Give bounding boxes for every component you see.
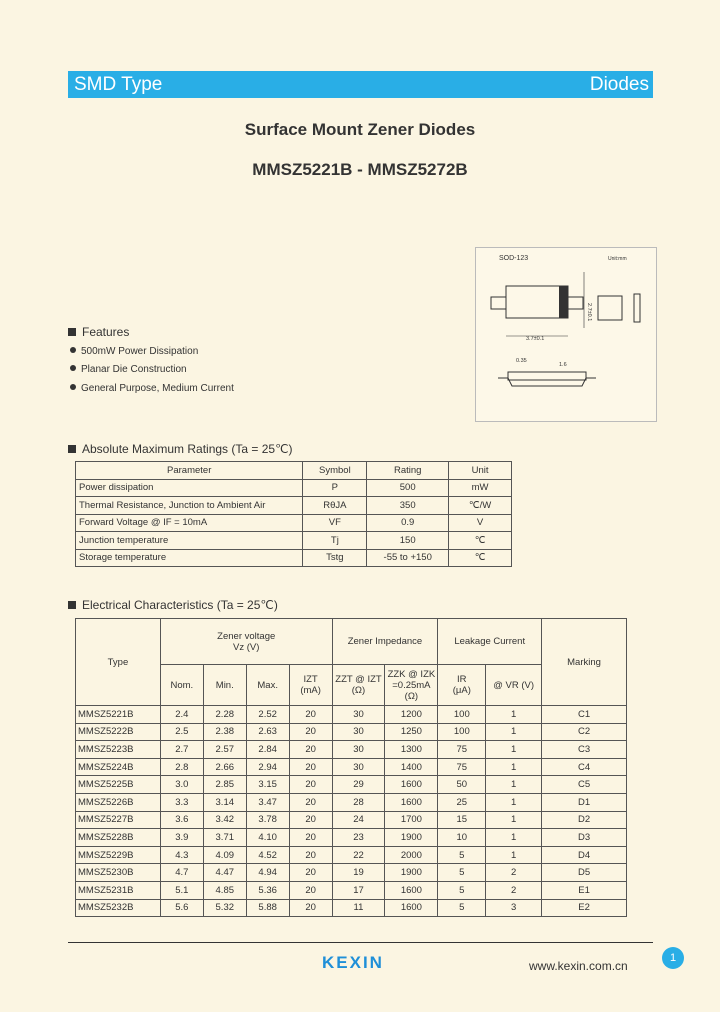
izt-cell: 20 <box>289 899 332 917</box>
feature-item: Planar Die Construction <box>70 364 187 375</box>
document-title: Surface Mount Zener Diodes <box>244 120 476 139</box>
table-row <box>76 793 627 811</box>
ir-cell: 25 <box>438 793 486 811</box>
nom-cell: 3.6 <box>160 811 203 829</box>
abs-max-ratings-table <box>75 461 512 567</box>
abs-max-heading: Absolute Maximum Ratings (Ta = 25℃) <box>68 442 293 456</box>
zzt-cell: 23 <box>332 829 385 847</box>
col-rating: Rating <box>367 462 449 480</box>
nom-cell: 4.7 <box>160 864 203 882</box>
col-zener-voltage: Zener voltage Vz (V) <box>160 619 332 665</box>
type-cell: MMSZ5227B <box>76 811 161 829</box>
table-row <box>76 706 627 724</box>
table-row <box>76 811 627 829</box>
nom-cell: 2.4 <box>160 706 203 724</box>
electrical-characteristics-table <box>75 618 627 917</box>
col-type: Type <box>76 619 161 706</box>
col-vr: @ VR (V) <box>486 665 542 706</box>
ir-cell: 75 <box>438 741 486 759</box>
type-cell: MMSZ5229B <box>76 846 161 864</box>
marking-cell: D2 <box>542 811 627 829</box>
type-cell: MMSZ5230B <box>76 864 161 882</box>
package-outline-svg <box>476 248 656 421</box>
ir-cell: 75 <box>438 758 486 776</box>
ir-cell: 5 <box>438 881 486 899</box>
zzk-cell: 1600 <box>385 899 438 917</box>
table-row <box>76 776 627 794</box>
square-bullet-icon <box>68 601 76 609</box>
table-row <box>76 864 627 882</box>
col-parameter: Parameter <box>76 462 303 480</box>
min-cell: 5.32 <box>203 899 246 917</box>
zzt-cell: 30 <box>332 758 385 776</box>
max-cell: 5.88 <box>246 899 289 917</box>
table-row <box>76 741 627 759</box>
type-cell: MMSZ5228B <box>76 829 161 847</box>
parameter-cell: Power dissipation <box>76 479 303 497</box>
vr-cell: 1 <box>486 741 542 759</box>
zzt-cell: 17 <box>332 881 385 899</box>
col-unit: Unit <box>449 462 512 480</box>
col-marking: Marking <box>542 619 627 706</box>
min-cell: 4.47 <box>203 864 246 882</box>
type-cell: MMSZ5223B <box>76 741 161 759</box>
part-range-title: MMSZ5221B - MMSZ5272B <box>252 160 468 179</box>
zzt-cell: 30 <box>332 706 385 724</box>
col-leakage-current: Leakage Current <box>438 619 542 665</box>
symbol-cell: Tj <box>303 532 367 550</box>
zzt-cell: 19 <box>332 864 385 882</box>
zzt-cell: 28 <box>332 793 385 811</box>
ir-cell: 50 <box>438 776 486 794</box>
max-cell: 2.52 <box>246 706 289 724</box>
package-label: SOD-123 <box>499 255 529 262</box>
table-header-row <box>76 462 512 480</box>
page-number-badge: 1 <box>662 947 684 969</box>
zzk-cell: 1300 <box>385 741 438 759</box>
package-dim-len: 3.7±0.1 <box>526 336 545 342</box>
website-link[interactable]: www.kexin.com.cn <box>529 959 628 973</box>
min-cell: 3.42 <box>203 811 246 829</box>
zzk-cell: 1600 <box>385 881 438 899</box>
vr-cell: 1 <box>486 723 542 741</box>
max-cell: 3.47 <box>246 793 289 811</box>
izt-cell: 20 <box>289 811 332 829</box>
features-heading: Features <box>68 325 129 339</box>
type-cell: MMSZ5222B <box>76 723 161 741</box>
vr-cell: 1 <box>486 811 542 829</box>
min-cell: 2.38 <box>203 723 246 741</box>
min-cell: 3.14 <box>203 793 246 811</box>
nom-cell: 3.3 <box>160 793 203 811</box>
kexin-logo: KEXIN <box>322 953 384 972</box>
type-cell: MMSZ5232B <box>76 899 161 917</box>
rating-cell: 0.9 <box>367 514 449 532</box>
zzt-cell: 11 <box>332 899 385 917</box>
zzk-cell: 1600 <box>385 776 438 794</box>
min-cell: 2.28 <box>203 706 246 724</box>
min-cell: 2.66 <box>203 758 246 776</box>
footer-divider <box>68 942 653 943</box>
unit-cell: ℃/W <box>449 497 512 515</box>
ir-cell: 15 <box>438 811 486 829</box>
type-cell: MMSZ5221B <box>76 706 161 724</box>
nom-cell: 3.0 <box>160 776 203 794</box>
marking-cell: D1 <box>542 793 627 811</box>
package-drawing <box>475 247 657 422</box>
marking-cell: C4 <box>542 758 627 776</box>
type-cell: MMSZ5226B <box>76 793 161 811</box>
nom-cell: 2.5 <box>160 723 203 741</box>
table-row <box>76 549 512 567</box>
nom-cell: 2.7 <box>160 741 203 759</box>
header-bar <box>68 71 653 98</box>
header-left-label: SMD Type <box>74 74 163 95</box>
elec-char-heading: Electrical Characteristics (Ta = 25℃) <box>68 598 278 612</box>
ir-cell: 5 <box>438 846 486 864</box>
zzk-cell: 1400 <box>385 758 438 776</box>
zzk-cell: 1600 <box>385 793 438 811</box>
package-dim-a: 0.35 <box>516 358 527 364</box>
bullet-icon <box>70 384 76 390</box>
marking-cell: C5 <box>542 776 627 794</box>
max-cell: 2.63 <box>246 723 289 741</box>
marking-cell: D5 <box>542 864 627 882</box>
nom-cell: 2.8 <box>160 758 203 776</box>
rating-cell: 500 <box>367 479 449 497</box>
unit-cell: ℃ <box>449 549 512 567</box>
max-cell: 4.52 <box>246 846 289 864</box>
table-row <box>76 829 627 847</box>
type-cell: MMSZ5231B <box>76 881 161 899</box>
square-bullet-icon <box>68 445 76 453</box>
symbol-cell: Tstg <box>303 549 367 567</box>
marking-cell: C1 <box>542 706 627 724</box>
vr-cell: 1 <box>486 776 542 794</box>
izt-cell: 20 <box>289 723 332 741</box>
vr-cell: 1 <box>486 706 542 724</box>
zzt-cell: 30 <box>332 741 385 759</box>
marking-cell: C2 <box>542 723 627 741</box>
col-ir: IR (μA) <box>438 665 486 706</box>
parameter-cell: Forward Voltage @ IF = 10mA <box>76 514 303 532</box>
vr-cell: 1 <box>486 758 542 776</box>
zzk-cell: 1900 <box>385 864 438 882</box>
zzt-cell: 29 <box>332 776 385 794</box>
zzk-cell: 1250 <box>385 723 438 741</box>
vr-cell: 1 <box>486 793 542 811</box>
izt-cell: 20 <box>289 846 332 864</box>
package-unit: Unit:mm <box>608 256 627 262</box>
col-max: Max. <box>246 665 289 706</box>
bullet-icon <box>70 365 76 371</box>
max-cell: 2.94 <box>246 758 289 776</box>
table-row <box>76 758 627 776</box>
feature-item: General Purpose, Medium Current <box>70 383 234 394</box>
min-cell: 4.85 <box>203 881 246 899</box>
nom-cell: 4.3 <box>160 846 203 864</box>
ir-cell: 5 <box>438 899 486 917</box>
zzt-cell: 30 <box>332 723 385 741</box>
zzt-cell: 24 <box>332 811 385 829</box>
marking-cell: E1 <box>542 881 627 899</box>
table-row <box>76 881 627 899</box>
ir-cell: 100 <box>438 723 486 741</box>
parameter-cell: Thermal Resistance, Junction to Ambient Air <box>76 497 303 515</box>
table-row <box>76 532 512 550</box>
marking-cell: C3 <box>542 741 627 759</box>
marking-cell: D3 <box>542 829 627 847</box>
ir-cell: 10 <box>438 829 486 847</box>
izt-cell: 20 <box>289 881 332 899</box>
nom-cell: 3.9 <box>160 829 203 847</box>
symbol-cell: P <box>303 479 367 497</box>
izt-cell: 20 <box>289 864 332 882</box>
zzk-cell: 2000 <box>385 846 438 864</box>
table-row <box>76 846 627 864</box>
izt-cell: 20 <box>289 741 332 759</box>
nom-cell: 5.6 <box>160 899 203 917</box>
marking-cell: E2 <box>542 899 627 917</box>
square-bullet-icon <box>68 328 76 336</box>
parameter-cell: Storage temperature <box>76 549 303 567</box>
col-zzt: ZZT @ IZT (Ω) <box>332 665 385 706</box>
ir-cell: 5 <box>438 864 486 882</box>
vr-cell: 1 <box>486 846 542 864</box>
symbol-cell: RθJA <box>303 497 367 515</box>
rating-cell: 150 <box>367 532 449 550</box>
max-cell: 3.15 <box>246 776 289 794</box>
col-symbol: Symbol <box>303 462 367 480</box>
feature-item: 500mW Power Dissipation <box>70 346 198 357</box>
col-zener-impedance: Zener Impedance <box>332 619 438 665</box>
max-cell: 5.36 <box>246 881 289 899</box>
col-min: Min. <box>203 665 246 706</box>
min-cell: 3.71 <box>203 829 246 847</box>
izt-cell: 20 <box>289 706 332 724</box>
unit-cell: ℃ <box>449 532 512 550</box>
unit-cell: mW <box>449 479 512 497</box>
marking-cell: D4 <box>542 846 627 864</box>
rating-cell: 350 <box>367 497 449 515</box>
zzt-cell: 22 <box>332 846 385 864</box>
table-row <box>76 899 627 917</box>
zzk-cell: 1900 <box>385 829 438 847</box>
unit-cell: V <box>449 514 512 532</box>
min-cell: 2.85 <box>203 776 246 794</box>
izt-cell: 20 <box>289 758 332 776</box>
izt-cell: 20 <box>289 776 332 794</box>
vr-cell: 3 <box>486 899 542 917</box>
table-row <box>76 723 627 741</box>
max-cell: 4.94 <box>246 864 289 882</box>
package-dim-h: 1.6 <box>559 362 567 368</box>
table-row <box>76 497 512 515</box>
rating-cell: -55 to +150 <box>367 549 449 567</box>
bullet-icon <box>70 347 76 353</box>
max-cell: 4.10 <box>246 829 289 847</box>
col-zzk: ZZK @ IZK =0.25mA (Ω) <box>385 665 438 706</box>
header-right-label: Diodes <box>589 74 649 95</box>
max-cell: 3.78 <box>246 811 289 829</box>
table-row <box>76 479 512 497</box>
zzk-cell: 1700 <box>385 811 438 829</box>
min-cell: 4.09 <box>203 846 246 864</box>
vr-cell: 2 <box>486 881 542 899</box>
ir-cell: 100 <box>438 706 486 724</box>
col-izt: IZT (mA) <box>289 665 332 706</box>
zzk-cell: 1200 <box>385 706 438 724</box>
vr-cell: 2 <box>486 864 542 882</box>
type-cell: MMSZ5224B <box>76 758 161 776</box>
type-cell: MMSZ5225B <box>76 776 161 794</box>
izt-cell: 20 <box>289 829 332 847</box>
col-nom: Nom. <box>160 665 203 706</box>
package-dim-wid: 2.7±0.1 <box>586 303 592 322</box>
nom-cell: 5.1 <box>160 881 203 899</box>
table-row <box>76 514 512 532</box>
parameter-cell: Junction temperature <box>76 532 303 550</box>
max-cell: 2.84 <box>246 741 289 759</box>
vr-cell: 1 <box>486 829 542 847</box>
symbol-cell: VF <box>303 514 367 532</box>
izt-cell: 20 <box>289 793 332 811</box>
min-cell: 2.57 <box>203 741 246 759</box>
